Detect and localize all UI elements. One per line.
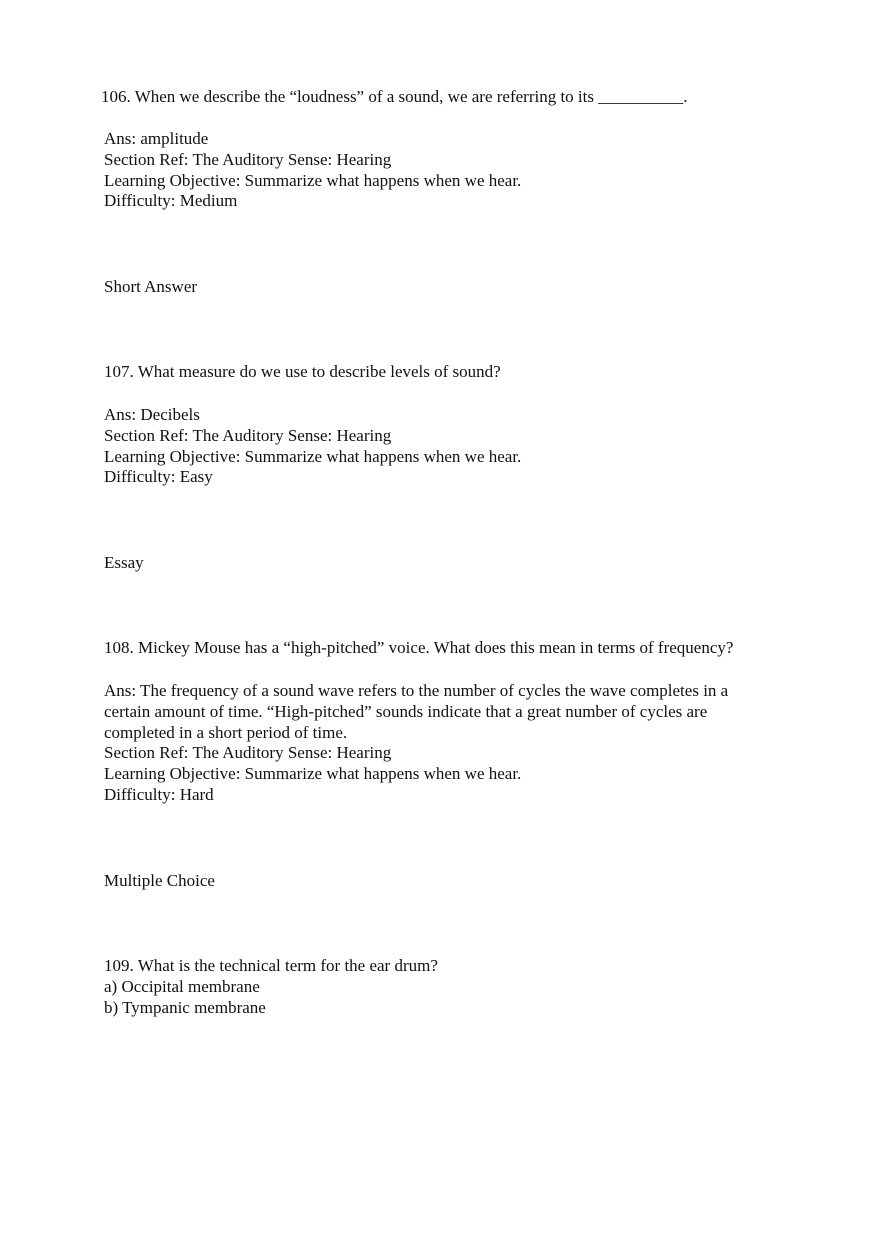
learning-objective-107: Learning Objective: Summarize what happens when we hear.	[104, 447, 522, 466]
section-ref-106: Section Ref: The Auditory Sense: Hearing	[104, 150, 392, 169]
option-a-109: a) Occipital membrane	[104, 977, 260, 996]
difficulty-108: Difficulty: Hard	[104, 785, 214, 804]
section-heading-short-answer: Short Answer	[104, 277, 198, 296]
section-heading-essay: Essay	[104, 553, 144, 572]
learning-objective-106: Learning Objective: Summarize what happens when we hear.	[104, 171, 522, 190]
learning-objective-108: Learning Objective: Summarize what happens when we hear.	[104, 764, 522, 783]
answer-108-line-1: Ans: The frequency of a sound wave refers to the number of cycles the wave completes in a	[104, 681, 729, 700]
section-ref-107: Section Ref: The Auditory Sense: Hearing	[104, 426, 392, 445]
answer-108-line-3: completed in a short period of time.	[104, 723, 348, 742]
section-ref-108: Section Ref: The Auditory Sense: Hearing	[104, 743, 392, 762]
answer-108-line-2: certain amount of time. “High-pitched” sounds indicate that a great number of cycles are	[104, 702, 708, 721]
answer-106: Ans: amplitude	[104, 129, 209, 148]
question-106: 106. When we describe the “loudness” of a sound, we are referring to its __________.	[101, 87, 688, 106]
option-b-109: b) Tympanic membrane	[104, 998, 266, 1017]
question-109: 109. What is the technical term for the ear drum?	[104, 956, 438, 975]
question-107: 107. What measure do we use to describe levels of sound?	[104, 362, 501, 381]
section-heading-multiple-choice: Multiple Choice	[104, 871, 215, 890]
answer-107: Ans: Decibels	[104, 405, 200, 424]
difficulty-107: Difficulty: Easy	[104, 467, 213, 486]
difficulty-106: Difficulty: Medium	[104, 191, 238, 210]
question-108: 108. Mickey Mouse has a “high-pitched” voice. What does this mean in terms of frequency?	[104, 638, 734, 657]
